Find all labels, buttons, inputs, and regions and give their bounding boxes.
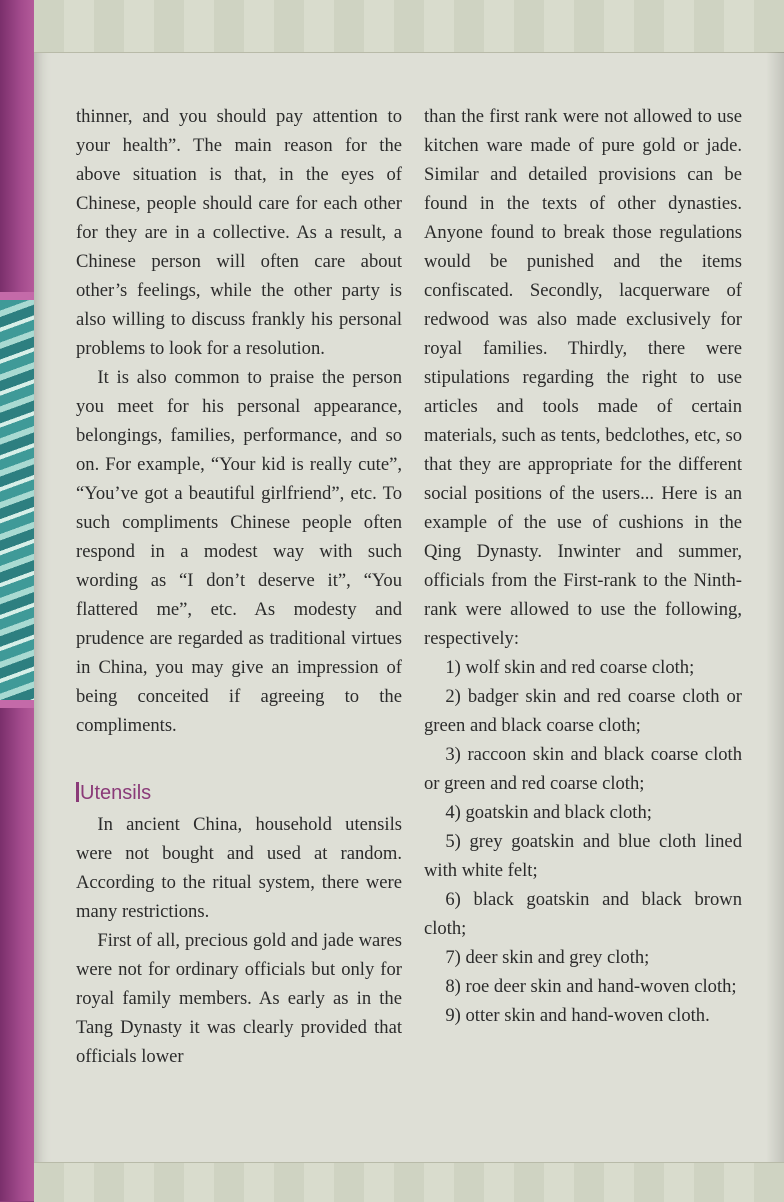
cushion-list-item: 2) badger skin and red coarse cloth or green and black coarse cloth; — [424, 686, 742, 736]
left-paragraph-3: In ancient China, household utensils were not bought and used at random. According to the ritual system, there were many restrictions. — [76, 814, 402, 922]
spine-band-edge-bottom — [0, 700, 34, 708]
left-paragraph-4: First of all, precious gold and jade wares were not for ordinary officials but only for royal family members. As early as in the Tang Dynasty it was clearly provided that officials lower — [76, 930, 402, 1067]
section-heading-text: Utensils — [80, 782, 152, 804]
spine-band-edge-top — [0, 292, 34, 300]
heading-marker — [76, 782, 79, 802]
left-paragraph-2: It is also common to praise the person you meet for his personal appearance, belongings, families, performance, and so on. For example, “Your kid is really cute”, “You’ve got a beautiful girlfriend”, etc. To such compliments Chinese people often respond in a modest way with such wording as “I don’t deserve it”, “You flattered me”, etc. As modesty and prudence are regarded as traditional virtues in China, you may give an impression of being conceited if agreeing to the compliments. — [76, 367, 402, 736]
book-page — [34, 0, 784, 1201]
cushion-list-item: 3) raccoon skin and black coarse cloth or green and red coarse cloth; — [424, 744, 742, 794]
cushion-list-item: 5) grey goatskin and blue cloth lined with white felt; — [424, 831, 742, 881]
cushion-list-item: 4) goatskin and black cloth; — [445, 802, 652, 823]
spine-decorative-pattern — [0, 300, 34, 700]
left-paragraph-1: thinner, and you should pay attention to your health”. The main reason for the above situation is that, in the eyes of Chinese, people should care for each other for they are in a collective. As a result, a Chinese person will often care about other’s feelings, while the other party is also willing to discuss frankly his personal problems to look for a resolution. — [76, 106, 402, 359]
left-column — [76, 102, 402, 1071]
right-paragraph-1: than the first rank were not allowed to use kitchen ware made of pure gold or jade. Similar and detailed provisions can be found in the texts of other dynasties. Anyone found to break those regulations would be punished and the items confiscated. Secondly, lacquerware of redwood was also made exclusively for royal families. Thirdly, there were stipulations regarding the right to use articles and tools made of certain materials, such as tents, bedclothes, etc, so that they are appropriate for the different social positions of the users... Here is an example of the use of cushions in the Qing Dynasty. Inwinter and summer, officials from the First-rank to the Ninth-rank were allowed to use the following, respectively: — [424, 106, 742, 649]
cushion-list-item: 7) deer skin and grey cloth; — [445, 947, 650, 968]
cushion-list-item: 6) black goatskin and black brown cloth; — [424, 889, 742, 939]
cushion-list-item: 1) wolf skin and red coarse cloth; — [445, 657, 695, 678]
right-column — [424, 102, 742, 1030]
section-heading — [76, 780, 402, 806]
page-right-shadow — [766, 52, 784, 1162]
cushion-list-item: 9) otter skin and hand-woven cloth. — [445, 1005, 710, 1026]
page-bottom-border — [34, 1162, 784, 1202]
cushion-list-item: 8) roe deer skin and hand-woven cloth; — [445, 976, 737, 997]
page-top-border — [34, 0, 784, 53]
